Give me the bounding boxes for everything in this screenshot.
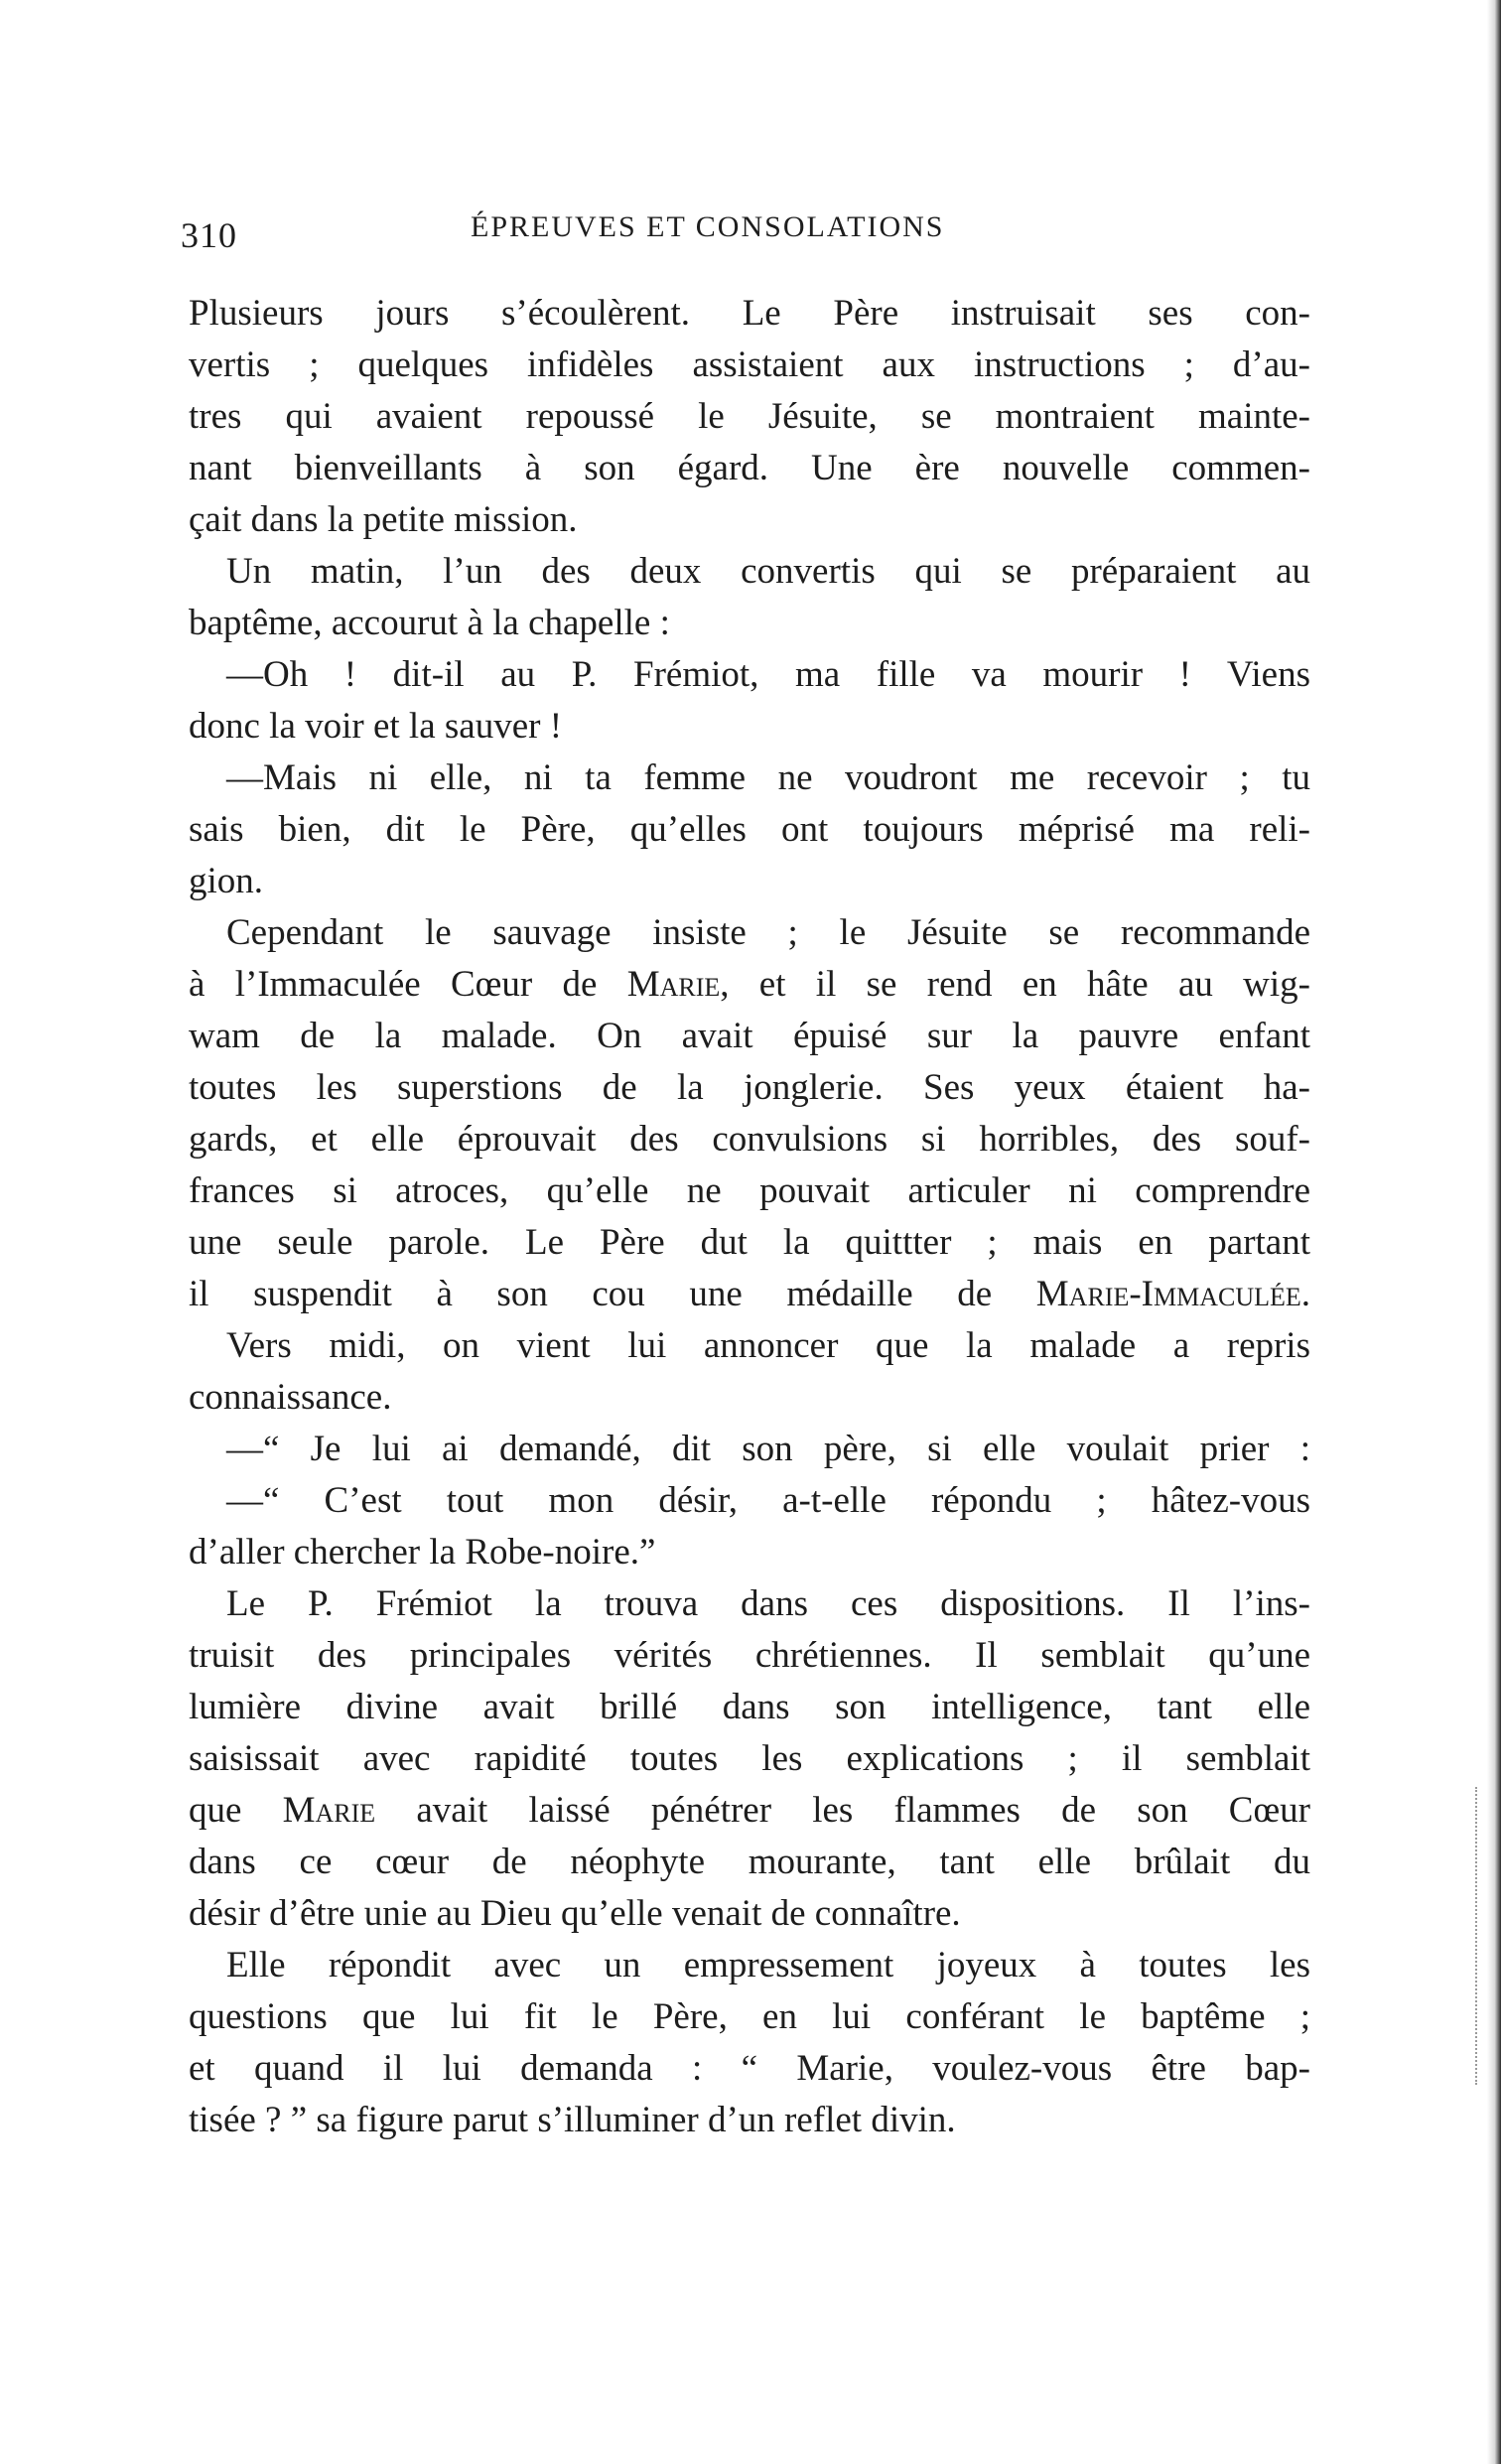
name-marie-immaculee: Marie-Immaculée.	[1035, 1274, 1310, 1314]
text-line-21: Vers midi, on vient lui annoncer que la malade a repris	[226, 1325, 1310, 1366]
text-line-3: tres qui avaient repoussé le Jésuite, se montraient mainte-	[189, 396, 1310, 437]
text-line-34: questions que lui fit le Père, en lui conférant le baptême ;	[189, 1996, 1310, 2037]
text-line-31: dans ce cœur de néophyte mourante, tant elle brûlait du	[189, 1842, 1310, 1882]
page-number: 310	[181, 215, 237, 255]
text-line-10: —Mais ni elle, ni ta femme ne voudront me recevoir ; tu	[226, 757, 1310, 798]
text-line-13: Cependant le sauvage insiste ; le Jésuite se recommande	[226, 912, 1310, 953]
text-line-8: —Oh ! dit-il au P. Frémiot, ma fille va mourir ! Viens	[226, 654, 1310, 695]
name-marie: Marie	[626, 964, 721, 1005]
text-line-2: vertis ; quelques infidèles assistaient aux instructions ; d’au-	[189, 344, 1310, 385]
text-line-30: que Marie avait laissé pénétrer les flammes de son Cœur	[189, 1790, 1311, 1831]
scan-edge-specks	[1475, 1787, 1483, 2085]
text-line-5: çait dans la petite mission.	[189, 499, 578, 540]
body-text	[189, 288, 1310, 2146]
text-line-18: frances si atroces, qu’elle ne pouvait articuler ni comprendre	[189, 1170, 1310, 1211]
text-line-28: lumière divine avait brillé dans son intelligence, tant elle	[189, 1687, 1310, 1727]
text-line-16: toutes les superstions de la jonglerie. Ses yeux étaient ha-	[189, 1067, 1310, 1108]
running-head: ÉPREUVES ET CONSOLATIONS	[471, 210, 945, 243]
text-line-32: désir d’être unie au Dieu qu’elle venait de connaître.	[189, 1893, 961, 1934]
text-line-23: —“ Je lui ai demandé, dit son père, si elle voulait prier :	[226, 1429, 1310, 1469]
text-line-17: gards, et elle éprouvait des convulsions si horribles, des souf-	[189, 1119, 1310, 1160]
text-line-33: Elle répondit avec un empressement joyeux à toutes les	[226, 1945, 1310, 1985]
text-line-4: nant bienveillants à son égard. Une ère nouvelle commen-	[189, 448, 1310, 488]
text-line-11: sais bien, dit le Père, qu’elles ont toujours méprisé ma reli-	[189, 809, 1310, 850]
text-line-6: Un matin, l’un des deux convertis qui se préparaient au	[226, 551, 1310, 592]
text-line-26: Le P. Frémiot la trouva dans ces dispositions. Il l’ins-	[226, 1583, 1310, 1624]
text-line-15: wam de la malade. On avait épuisé sur la pauvre enfant	[189, 1016, 1310, 1056]
text-line-24: —“ C’est tout mon désir, a-t-elle répondu ; hâtez-vous	[226, 1480, 1310, 1521]
text-line-1: Plusieurs jours s’écoulèrent. Le Père instruisait ses con-	[189, 293, 1310, 334]
text-line-20: il suspendit à son cou une médaille de Marie-Immaculée.	[189, 1274, 1310, 1314]
scan-edge-shadow	[1487, 0, 1501, 2464]
text-line-36: tisée ? ” sa figure parut s’illuminer d’un reflet divin.	[189, 2100, 956, 2140]
text-line-29: saisissait avec rapidité toutes les explications ; il semblait	[189, 1738, 1310, 1779]
text-line-27: truisit des principales vérités chrétiennes. Il semblait qu’une	[189, 1635, 1310, 1676]
text-line-9: donc la voir et la sauver !	[189, 706, 563, 747]
text-line-25: d’aller chercher la Robe-noire.”	[189, 1532, 656, 1573]
text-line-12: gion.	[189, 861, 264, 901]
text-line-22: connaissance.	[189, 1377, 392, 1418]
text-line-19: une seule parole. Le Père dut la quittter ; mais en partant	[189, 1222, 1310, 1263]
text-line-7: baptême, accourut à la chapelle :	[189, 603, 670, 643]
name-marie-2: Marie	[282, 1790, 376, 1831]
text-line-35: et quand il lui demanda : “ Marie, voulez-vous être bap-	[189, 2048, 1310, 2089]
text-line-14: à l’Immaculée Cœur de Marie, et il se rend en hâte au wig-	[189, 964, 1310, 1005]
